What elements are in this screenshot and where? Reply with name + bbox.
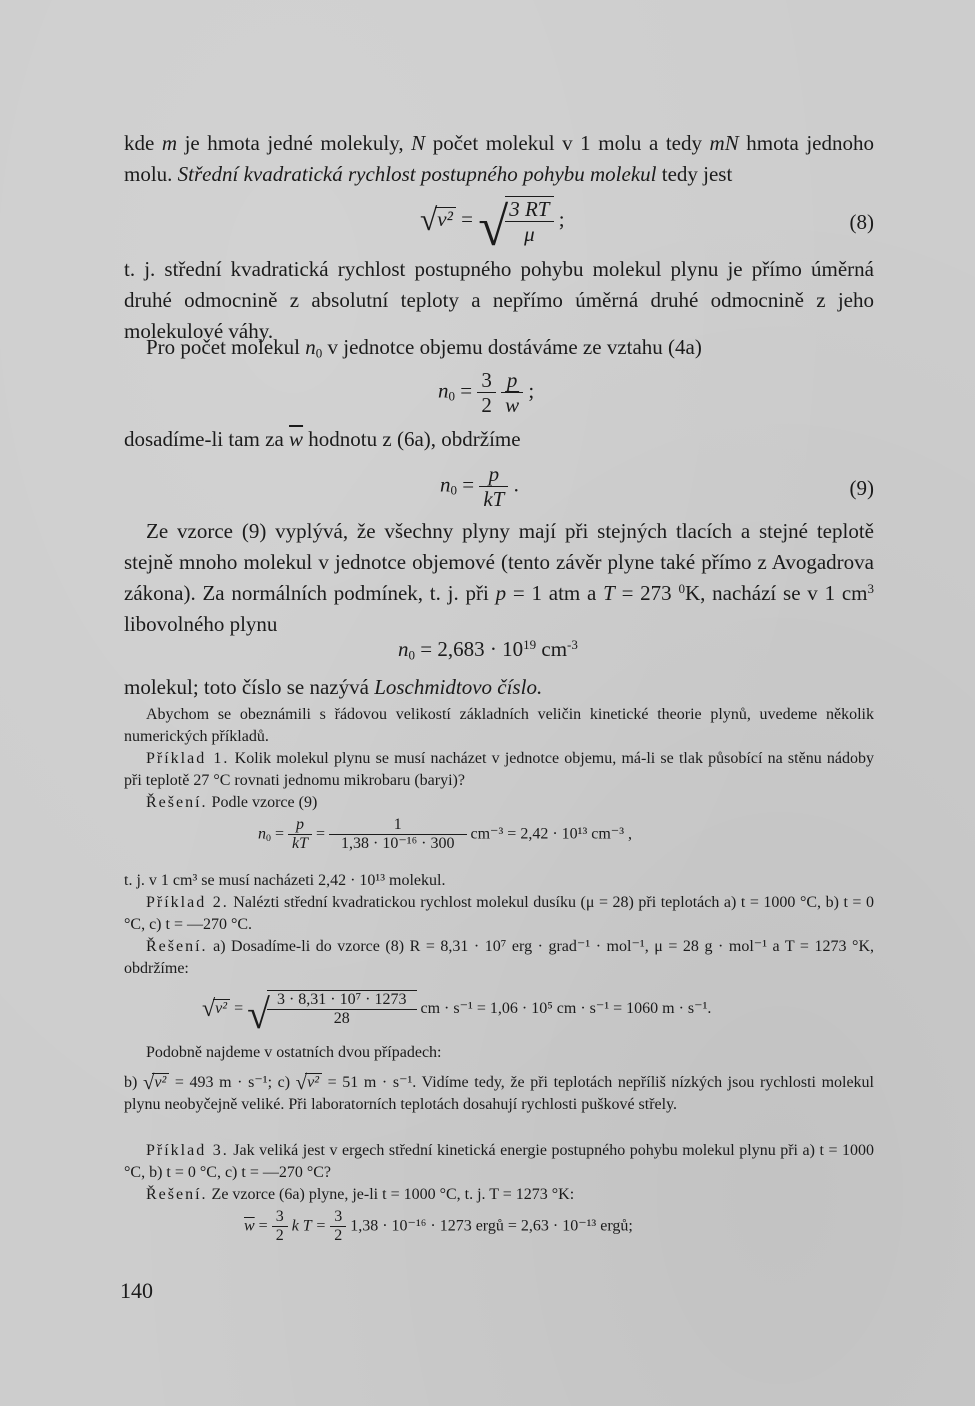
denominator: μ <box>524 222 535 247</box>
subscript: 0 <box>266 833 271 845</box>
sqrt-sign: √ <box>420 201 438 237</box>
denominator: 2 <box>275 1227 284 1245</box>
paragraph-intro <box>124 128 874 190</box>
symbol-n: n <box>305 335 316 359</box>
numerator: 3 <box>477 368 496 393</box>
text: a) Dosadíme-li do vzorce (8) R = 8,31 · 10⁷ erg · grad⁻¹ · mol⁻¹, μ = 28 g · mol⁻¹ a T = 1273 °K, obdržíme: <box>124 938 874 977</box>
period: . <box>513 472 519 497</box>
equals: = <box>462 472 480 497</box>
equation-loschmidt <box>398 634 578 665</box>
example-1 <box>124 748 874 792</box>
fraction <box>477 368 496 417</box>
equation-8 <box>420 196 565 258</box>
symbol-m: m <box>161 131 178 155</box>
numerator: 3 <box>272 1208 288 1227</box>
fraction <box>267 990 417 1029</box>
v-squared: v² <box>213 999 230 1018</box>
solution-heading: Řešení. <box>146 1186 208 1203</box>
text: jednoho molu. <box>124 131 874 186</box>
result-1: t. j. v 1 cm³ se musí nacházeti 2,42 · 10¹³ molekul. <box>124 872 446 889</box>
text: b) <box>124 1074 143 1091</box>
symbol-T: T <box>603 581 615 605</box>
symbol-w-bar: $\overline{w}$ <box>289 427 304 451</box>
denominator: 28 <box>333 1010 350 1028</box>
paragraph-n0 <box>146 332 874 363</box>
equation-9 <box>440 462 519 511</box>
example-3 <box>124 1140 874 1184</box>
v-squared: v² <box>435 207 456 231</box>
text: Jak veliká jest v ergech střední kinetická energie postupného pohybu molekul plynu při a) t = 1000 °C, b) t = 0 °C, c) t = —270 °C? <box>124 1142 874 1181</box>
equation-example-2 <box>202 990 711 1035</box>
text: = 493 m · s⁻¹; c) <box>169 1074 296 1091</box>
text: Pro počet molekul <box>146 335 306 359</box>
equals: = <box>234 1000 248 1018</box>
denominator: kT <box>483 487 505 512</box>
text: tedy jest <box>656 162 733 186</box>
sqrt-sign: √ <box>142 1071 155 1095</box>
subscript: 0 <box>448 388 456 404</box>
fraction <box>505 196 553 246</box>
sqrt-sign: √ <box>295 1071 308 1095</box>
text: počet molekul v 1 molu a tedy <box>425 131 710 155</box>
text: je hmota jedné molekuly, <box>177 131 412 155</box>
symbol-w-bar: $\overline{w}$ <box>244 1217 255 1235</box>
semicolon: ; <box>528 378 535 403</box>
text: v jednotce objemu dostáváme ze vztahu (4a) <box>322 335 702 359</box>
text: libovolného plynu <box>124 612 278 636</box>
denominator: w <box>505 393 520 418</box>
equals: = <box>461 206 479 231</box>
symbol-n: n <box>398 637 409 661</box>
symbol-p: p <box>495 581 507 605</box>
text: Ze vzorce (9) vyplývá, že všechny plyny mají při stejných tlacích a stejné teplotě stejně mnoho molekul v jednotce objemové (tento závěr plyne také přímo z Avogadrova zákona). Za normálních podmínek, t. j. při <box>124 519 874 605</box>
unit: cm <box>536 637 568 661</box>
emphasis-term: Střední kvadratická rychlost postupného pohybu molekul <box>177 162 657 186</box>
superscript: 3 <box>867 580 875 596</box>
equation-example-1 <box>258 816 632 854</box>
paragraph-avogadro <box>124 516 874 640</box>
result: 1,38 · 10⁻¹⁶ · 1273 ergů = 2,63 · 10⁻¹³ ergů; <box>350 1217 633 1235</box>
equals: = <box>460 378 478 403</box>
semicolon: ; <box>558 206 565 231</box>
equation-4a <box>438 368 534 417</box>
text: K, nachází se v 1 cm <box>684 581 868 605</box>
sqrt-sign: √ <box>202 995 216 1022</box>
fraction <box>330 1208 346 1246</box>
numerator: 3 RT <box>505 197 553 222</box>
fraction <box>479 462 508 511</box>
numerator: 1 <box>329 816 466 835</box>
text: Nalézti střední kvadratickou rychlost molekul dusíku (μ = 28) při teplotách a) t = 1000 °C, b) t = 0 °C, c) t = —270 °C. <box>124 894 875 933</box>
subscript: 0 <box>450 482 458 498</box>
symbol-n: n <box>258 825 266 843</box>
numerator: 3 · 8,31 · 10⁷ · 1273 <box>267 991 417 1010</box>
text: kde <box>124 131 162 155</box>
result: cm⁻³ = 2,42 · 10¹³ cm⁻³ , <box>470 825 633 843</box>
numerator: 3 <box>330 1208 346 1227</box>
paragraph-substitution <box>124 424 874 455</box>
symbol-N: N <box>411 131 426 155</box>
value: = 2,683 · 10 <box>420 637 524 661</box>
sqrt-sign: √ <box>478 196 509 258</box>
denominator: 2 <box>481 393 492 418</box>
text: Kolik molekul plynu se musí nacházet v jednotce objemu, má-li se tlak působící na stěnu nádoby při teplotě 27 °C rovnati jednomu mikrobaru (baryi)? <box>124 750 875 789</box>
fraction <box>272 1208 288 1246</box>
paragraph-similar: Podobně najdeme v ostatních dvou případech: <box>146 1044 442 1061</box>
text: = 51 m · s⁻¹. Vidíme tedy, že při teplotách nepříliš nízkých jsou rychlosti molekul plynu neobyčejně veliké. Při laboratorních teplotách dosahují rychlosti puškové střely. <box>124 1074 875 1114</box>
text: hodnotu z (6a), obdržíme <box>303 427 521 451</box>
paragraph-explanation: t. j. střední kvadratická rychlost postupného pohybu molekul plynu je přímo úměrná druhé odmocnině z absolutní teploty a nepřímo úměrná druhé odmocnině z jeho molekulové váhy. <box>124 257 874 343</box>
fraction <box>329 816 466 854</box>
text: Podle vzorce (9) <box>207 794 318 811</box>
v-squared: v² <box>305 1073 322 1092</box>
subscript: 0 <box>408 647 416 663</box>
solution-3 <box>124 1184 874 1206</box>
subscript: 0 <box>315 345 323 361</box>
degree: 0 <box>678 580 685 596</box>
solution-1 <box>124 792 874 814</box>
exponent: -3 <box>567 636 578 652</box>
sqrt-sign: √ <box>247 990 270 1037</box>
example-2 <box>124 892 874 936</box>
symbol-mN: mN <box>709 131 739 155</box>
solution-heading: Řešení. <box>146 938 208 955</box>
text: Ze vzorce (6a) plyne, je-li t = 1000 °C, t. j. T = 1273 °K: <box>207 1186 575 1203</box>
page-number: 140 <box>120 1278 153 1303</box>
text: = 1 atm a <box>506 581 604 605</box>
equals: = <box>258 1217 272 1235</box>
example-heading: Příklad 2. <box>146 894 229 911</box>
example-heading: Příklad 1. <box>146 750 230 767</box>
result: cm · s⁻¹ = 1,06 · 10⁵ cm · s⁻¹ = 1060 m · s⁻¹. <box>420 1000 712 1018</box>
v-squared: v² <box>152 1073 169 1092</box>
emphasis-term: Loschmidtovo číslo. <box>374 675 543 699</box>
denominator: 1,38 · 10⁻¹⁶ · 300 <box>341 835 455 853</box>
exponent: 19 <box>523 636 537 652</box>
equals: = <box>274 825 288 843</box>
equation-number: (8) <box>849 210 874 234</box>
kT: k T = <box>291 1217 327 1235</box>
equation-number: (9) <box>849 476 874 500</box>
paragraph-loschmidt <box>124 672 874 703</box>
denominator: kT <box>291 835 308 853</box>
paragraph-intro-examples: Abychom se obeznámili s řádovou velikostí základních veličin kinetické theorie plynů, uvedeme několik numerických příkladů. <box>124 706 874 745</box>
fraction <box>288 816 312 854</box>
numerator: p <box>479 462 508 487</box>
text: = 273 <box>614 581 679 605</box>
symbol-n: n <box>438 378 449 403</box>
numerator: p <box>501 368 523 393</box>
fraction <box>501 368 523 417</box>
equation-example-3 <box>244 1208 633 1246</box>
text: hmota <box>738 131 799 155</box>
symbol-n: n <box>440 472 451 497</box>
paragraph-bc <box>124 1072 874 1116</box>
text: dosadíme-li tam za <box>124 427 290 451</box>
equals: = <box>315 825 330 843</box>
solution-2 <box>124 936 874 980</box>
numerator: p <box>288 816 312 835</box>
denominator: 2 <box>334 1227 343 1245</box>
example-heading: Příklad 3. <box>146 1142 229 1159</box>
solution-heading: Řešení. <box>146 794 208 811</box>
text: molekul; toto číslo se nazývá <box>124 675 375 699</box>
